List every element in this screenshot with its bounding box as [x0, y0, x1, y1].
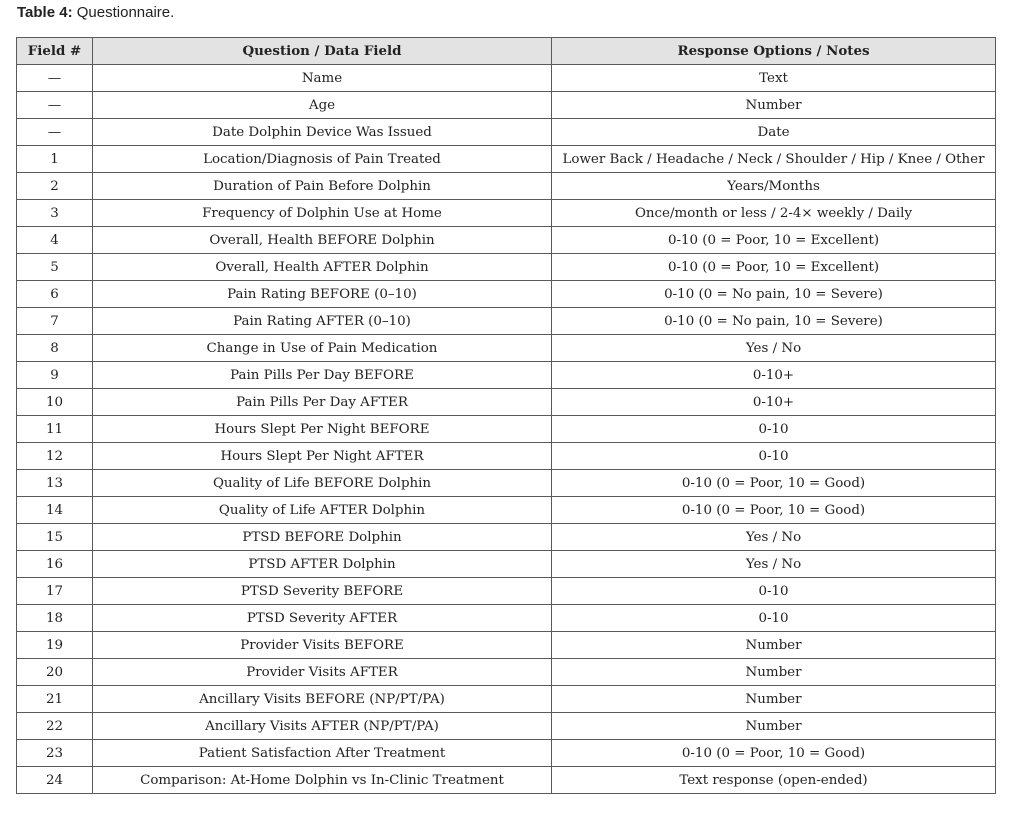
cell-response-options: 0-10	[552, 605, 996, 632]
cell-response-options: Once/month or less / 2-4× weekly / Daily	[552, 200, 996, 227]
cell-response-options: 0-10	[552, 578, 996, 605]
cell-field-number: 9	[17, 362, 93, 389]
cell-response-options: Date	[552, 119, 996, 146]
cell-field-number: 17	[17, 578, 93, 605]
table-header	[17, 38, 996, 65]
cell-question: Pain Rating BEFORE (0–10)	[93, 281, 552, 308]
cell-field-number: 20	[17, 659, 93, 686]
table-row	[17, 767, 996, 794]
cell-field-number: 4	[17, 227, 93, 254]
table-caption	[17, 3, 174, 23]
cell-question: Comparison: At-Home Dolphin vs In-Clinic Treatment	[93, 767, 552, 794]
cell-response-options: Lower Back / Headache / Neck / Shoulder / Hip / Knee / Other	[552, 146, 996, 173]
table-row	[17, 362, 996, 389]
table-body	[17, 65, 996, 794]
table-caption-label: Table 4:	[17, 4, 73, 21]
cell-question: Pain Pills Per Day AFTER	[93, 389, 552, 416]
cell-question: Overall, Health BEFORE Dolphin	[93, 227, 552, 254]
cell-question: Patient Satisfaction After Treatment	[93, 740, 552, 767]
cell-field-number: 3	[17, 200, 93, 227]
cell-question: Provider Visits BEFORE	[93, 632, 552, 659]
cell-field-number: 24	[17, 767, 93, 794]
cell-response-options: Number	[552, 632, 996, 659]
cell-question: Change in Use of Pain Medication	[93, 335, 552, 362]
cell-question: Hours Slept Per Night AFTER	[93, 443, 552, 470]
table-row	[17, 740, 996, 767]
table-row	[17, 605, 996, 632]
cell-response-options: 0-10 (0 = Poor, 10 = Good)	[552, 470, 996, 497]
table-row	[17, 254, 996, 281]
table-row	[17, 335, 996, 362]
table-row	[17, 497, 996, 524]
header-field-number: Field #	[17, 38, 93, 65]
cell-field-number: 6	[17, 281, 93, 308]
cell-question: Ancillary Visits AFTER (NP/PT/PA)	[93, 713, 552, 740]
table-row	[17, 65, 996, 92]
cell-question: Location/Diagnosis of Pain Treated	[93, 146, 552, 173]
cell-field-number: —	[17, 65, 93, 92]
cell-response-options: 0-10 (0 = No pain, 10 = Severe)	[552, 308, 996, 335]
cell-question: Provider Visits AFTER	[93, 659, 552, 686]
cell-question: Quality of Life BEFORE Dolphin	[93, 470, 552, 497]
cell-field-number: 19	[17, 632, 93, 659]
table-caption-text: Questionnaire.	[72, 4, 175, 21]
cell-question: Overall, Health AFTER Dolphin	[93, 254, 552, 281]
cell-field-number: 10	[17, 389, 93, 416]
cell-response-options: 0-10 (0 = Poor, 10 = Excellent)	[552, 254, 996, 281]
cell-field-number: 15	[17, 524, 93, 551]
table-row	[17, 200, 996, 227]
table-row	[17, 551, 996, 578]
cell-field-number: 5	[17, 254, 93, 281]
cell-field-number: —	[17, 92, 93, 119]
cell-question: Name	[93, 65, 552, 92]
table-row	[17, 308, 996, 335]
cell-question: Date Dolphin Device Was Issued	[93, 119, 552, 146]
cell-response-options: Text response (open-ended)	[552, 767, 996, 794]
header-response-options: Response Options / Notes	[552, 38, 996, 65]
table-row	[17, 146, 996, 173]
questionnaire-table	[16, 37, 996, 794]
cell-response-options: Years/Months	[552, 173, 996, 200]
cell-field-number: 1	[17, 146, 93, 173]
table-row	[17, 281, 996, 308]
cell-question: Pain Rating AFTER (0–10)	[93, 308, 552, 335]
cell-response-options: 0-10 (0 = Poor, 10 = Good)	[552, 740, 996, 767]
cell-response-options: Yes / No	[552, 335, 996, 362]
table-row	[17, 659, 996, 686]
cell-field-number: 11	[17, 416, 93, 443]
cell-question: Frequency of Dolphin Use at Home	[93, 200, 552, 227]
cell-field-number: 7	[17, 308, 93, 335]
table-row	[17, 92, 996, 119]
cell-question: PTSD Severity AFTER	[93, 605, 552, 632]
cell-field-number: 18	[17, 605, 93, 632]
cell-response-options: Number	[552, 659, 996, 686]
table-row	[17, 173, 996, 200]
table-row	[17, 443, 996, 470]
cell-response-options: 0-10 (0 = No pain, 10 = Severe)	[552, 281, 996, 308]
cell-field-number: 14	[17, 497, 93, 524]
cell-response-options: 0-10	[552, 416, 996, 443]
cell-question: PTSD BEFORE Dolphin	[93, 524, 552, 551]
cell-response-options: 0-10+	[552, 389, 996, 416]
cell-field-number: —	[17, 119, 93, 146]
cell-response-options: Yes / No	[552, 551, 996, 578]
table-row	[17, 632, 996, 659]
cell-question: Pain Pills Per Day BEFORE	[93, 362, 552, 389]
cell-field-number: 22	[17, 713, 93, 740]
cell-response-options: 0-10	[552, 443, 996, 470]
cell-response-options: 0-10 (0 = Poor, 10 = Good)	[552, 497, 996, 524]
cell-response-options: Number	[552, 713, 996, 740]
cell-response-options: Number	[552, 686, 996, 713]
cell-field-number: 8	[17, 335, 93, 362]
cell-response-options: Yes / No	[552, 524, 996, 551]
header-row	[17, 38, 996, 65]
table-row	[17, 416, 996, 443]
table-row	[17, 389, 996, 416]
cell-field-number: 23	[17, 740, 93, 767]
cell-response-options: Number	[552, 92, 996, 119]
cell-question: Ancillary Visits BEFORE (NP/PT/PA)	[93, 686, 552, 713]
table-row	[17, 713, 996, 740]
cell-question: PTSD Severity BEFORE	[93, 578, 552, 605]
table-row	[17, 524, 996, 551]
cell-field-number: 21	[17, 686, 93, 713]
cell-question: Quality of Life AFTER Dolphin	[93, 497, 552, 524]
table-row	[17, 578, 996, 605]
cell-response-options: 0-10+	[552, 362, 996, 389]
cell-field-number: 2	[17, 173, 93, 200]
cell-question: Age	[93, 92, 552, 119]
cell-question: Duration of Pain Before Dolphin	[93, 173, 552, 200]
header-question: Question / Data Field	[93, 38, 552, 65]
cell-response-options: Text	[552, 65, 996, 92]
table-row	[17, 686, 996, 713]
table-row	[17, 470, 996, 497]
cell-field-number: 16	[17, 551, 93, 578]
table-row	[17, 227, 996, 254]
table-row	[17, 119, 996, 146]
cell-question: PTSD AFTER Dolphin	[93, 551, 552, 578]
cell-field-number: 13	[17, 470, 93, 497]
cell-question: Hours Slept Per Night BEFORE	[93, 416, 552, 443]
cell-field-number: 12	[17, 443, 93, 470]
cell-response-options: 0-10 (0 = Poor, 10 = Excellent)	[552, 227, 996, 254]
